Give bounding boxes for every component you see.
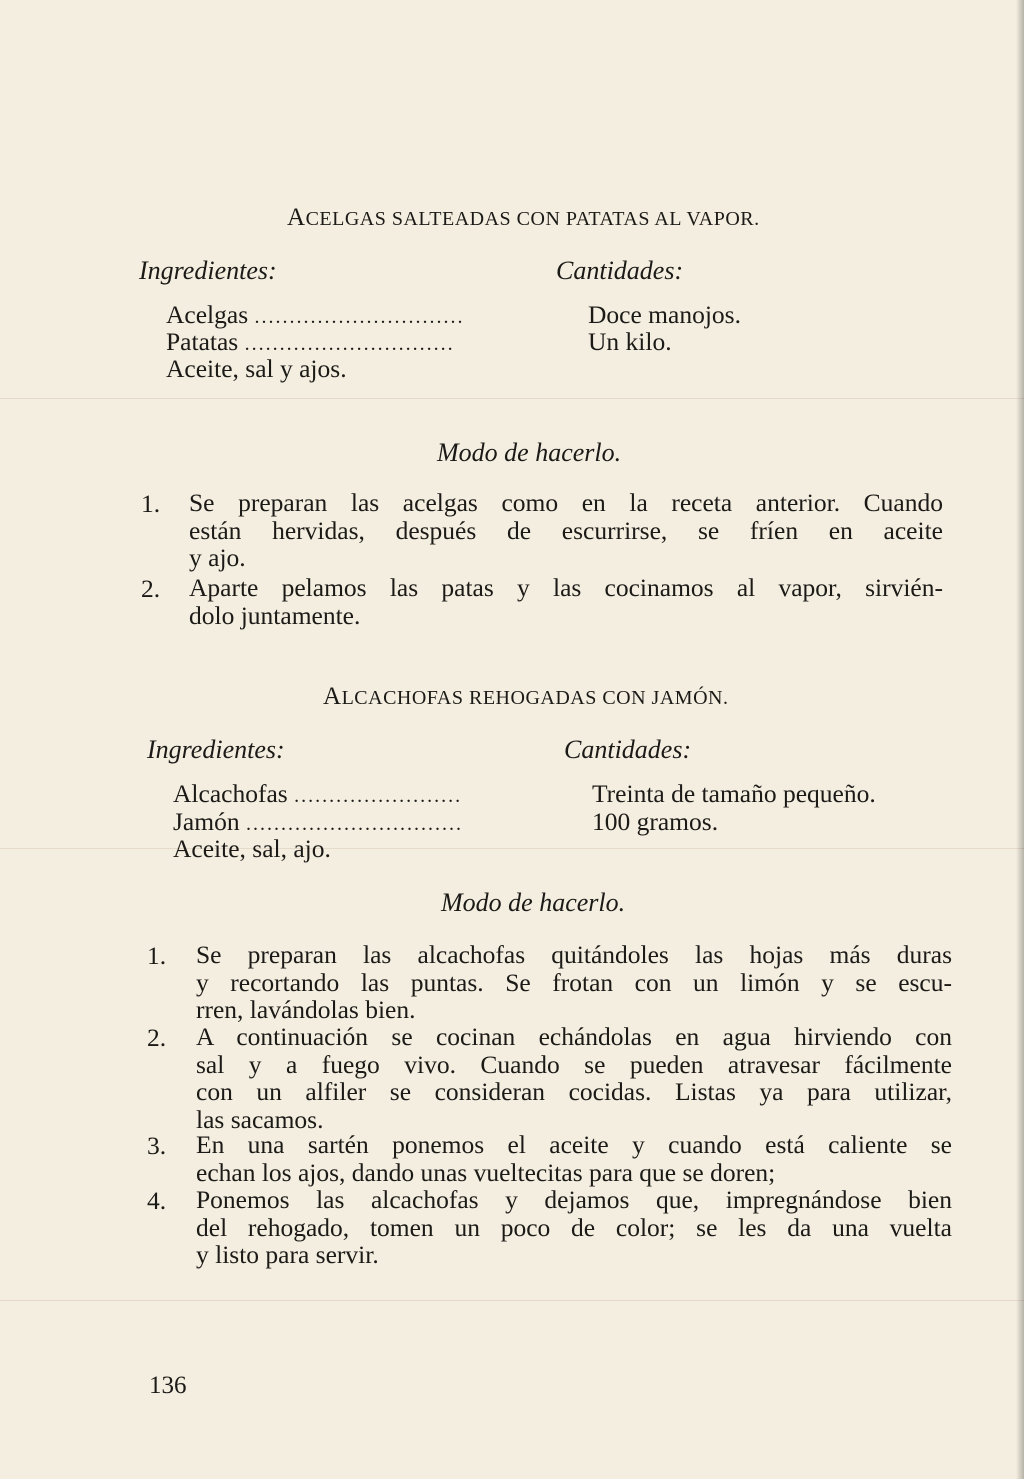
ingredient-name: Aceite, sal y ajos.: [166, 354, 347, 383]
ingredient-name: Aceite, sal, ajo.: [173, 834, 331, 863]
step-line: las sacamos.: [196, 1104, 324, 1134]
recipe1-title: [287, 204, 760, 232]
recipe2-step-1: [196, 941, 952, 1024]
step-line: echan los ajos, dando unas vueltecitas para que se doren;: [196, 1157, 776, 1187]
paper-rule: [0, 1300, 1024, 1301]
step-line: y ajo.: [189, 543, 246, 572]
step-line: Se preparan las acelgas como en la receta anterior. Cuando: [189, 488, 943, 517]
step-line: Ponemos las alcachofas y dejamos que, impregnándose bien: [196, 1185, 952, 1214]
leader-dots: ..............................: [244, 333, 455, 355]
page-edge-shadow: [1016, 0, 1024, 1479]
paper-rule: [0, 398, 1024, 399]
recipe1-step-1: [189, 489, 943, 572]
recipe2-ingredients-header: Ingredientes:: [147, 735, 285, 764]
recipe1-ingredients-header: Ingredientes:: [139, 256, 277, 285]
recipe2-step-2: [196, 1023, 952, 1133]
step-line: En una sartén ponemos el aceite y cuando está caliente se: [196, 1130, 952, 1159]
step-number: 2.: [141, 574, 161, 603]
step-number: 1.: [141, 489, 161, 518]
step-number: 2.: [147, 1023, 167, 1052]
leader-dots: ..............................: [254, 306, 465, 328]
recipe2-quantities-header: Cantidades:: [564, 735, 692, 764]
ingredient-name: Patatas: [166, 327, 239, 356]
step-line: del rehogado, tomen un poco de color; se les da una vuelta: [196, 1212, 952, 1242]
ingredient-name: Acelgas: [166, 300, 249, 329]
page-number: 136: [149, 1372, 187, 1399]
step-line: A continuación se cocinan echándolas en agua hirviendo con: [196, 1022, 952, 1051]
recipe2-title-initial: A: [323, 683, 342, 710]
recipe2-step-3: [196, 1131, 952, 1186]
step-line: dolo juntamente.: [189, 600, 361, 630]
recipe1-quantities-header: Cantidades:: [556, 256, 684, 285]
step-line: y listo para servir.: [196, 1240, 379, 1269]
ingredient-name: Jamón: [173, 807, 240, 836]
recipe1-title-rest: CELGAS SALTEADAS CON PATATAS AL VAPOR.: [305, 208, 760, 230]
step-line: y recortando las puntas. Se frotan con un limón y se escu-: [196, 967, 952, 997]
step-line: están hervidas, después de escurrirse, se fríen en aceite: [189, 515, 943, 545]
leader-dots: ...............................: [245, 813, 463, 835]
leader-dots: ........................: [294, 785, 463, 807]
step-line: con un alfiler se consideran cocidas. Listas ya para utilizar,: [196, 1077, 952, 1106]
ingredient-quantity: Treinta de tamaño pequeño.: [592, 779, 876, 808]
recipe2-step-4: [196, 1186, 952, 1269]
ingredient-name: Alcachofas: [173, 779, 288, 808]
ingredient-quantity: Un kilo.: [588, 327, 672, 356]
step-line: Aparte pelamos las patas y las cocinamos al vapor, sirvién-: [189, 573, 943, 602]
recipe2-title: [323, 683, 728, 711]
paper-rule: [0, 848, 1024, 849]
recipe1-title-initial: A: [287, 204, 306, 231]
recipe1-ingredient-row: [166, 355, 347, 383]
recipe1-method-header: Modo de hacerlo.: [437, 438, 622, 467]
ingredient-quantity: Doce manojos.: [588, 300, 741, 329]
step-line: Se preparan las alcachofas quitándoles las hojas más duras: [196, 940, 952, 969]
recipe2-ingredient-row: [173, 780, 462, 810]
step-number: 1.: [147, 941, 167, 970]
recipe2-method-header: Modo de hacerlo.: [441, 888, 626, 917]
step-number: 3.: [147, 1131, 167, 1160]
step-line: sal y a fuego vivo. Cuando se pueden atravesar fácilmente: [196, 1049, 952, 1079]
step-number: 4.: [147, 1186, 167, 1215]
recipe2-title-rest: LCACHOFAS REHOGADAS CON JAMÓN.: [341, 687, 729, 709]
recipe2-ingredient-row: [173, 835, 331, 863]
ingredient-quantity: 100 gramos.: [592, 807, 719, 836]
recipe1-step-2: [189, 574, 943, 629]
step-line: rren, lavándolas bien.: [196, 995, 416, 1024]
